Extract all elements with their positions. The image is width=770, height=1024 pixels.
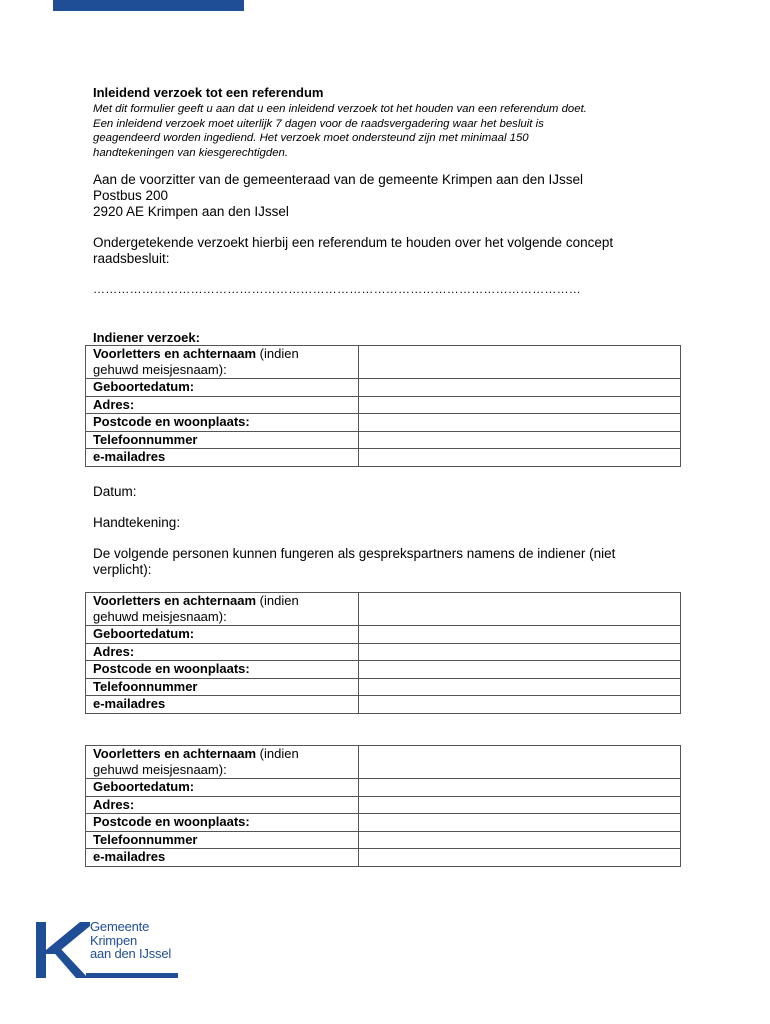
address-field[interactable] [359,796,681,814]
request-line: Ondergetekende verzoekt hierbij een referendum te houden over het volgende concept [93,235,614,250]
name-field[interactable] [359,346,681,379]
phone-field[interactable] [359,831,681,849]
email-label: e-mailadres [86,849,359,867]
logo-line: aan den IJssel [90,946,172,961]
address-line: 2920 AE Krimpen aan den IJssel [93,204,289,219]
birthdate-label: Geboortedatum: [86,626,359,644]
intro-text [93,102,693,160]
name-field[interactable] [359,593,681,626]
birthdate-field[interactable] [359,379,681,397]
postcode-label: Postcode en woonplaats: [86,814,359,832]
email-field[interactable] [359,849,681,867]
table-row [86,379,681,397]
email-label: e-mailadres [86,449,359,467]
name-label-rest: (indien [256,746,299,761]
postcode-field[interactable] [359,661,681,679]
birthdate-label: Geboortedatum: [86,779,359,797]
name-label [86,746,359,779]
name-label-rest: (indien [256,593,299,608]
name-label-bold: Voorletters en achternaam [93,346,257,361]
datum-label: Datum: [93,484,137,499]
name-label-line2: gehuwd meisjesnaam): [93,362,227,377]
email-field[interactable] [359,696,681,714]
raadsbesluit-fill-line[interactable]: ………………………………………………………………………………………………………… [93,282,581,296]
address-label: Adres: [86,796,359,814]
partners-line: verplicht): [93,562,152,577]
partner-table-1 [85,592,681,714]
name-label-rest: (indien [256,346,299,361]
intro-line: Met dit formulier geeft u aan dat u een inleidend verzoek tot het houden van een referendum doet. [93,103,587,115]
email-field[interactable] [359,449,681,467]
table-row [86,814,681,832]
name-label-line2: gehuwd meisjesnaam): [93,762,227,777]
phone-field[interactable] [359,678,681,696]
table-row [86,746,681,779]
table-row [86,626,681,644]
email-label: e-mailadres [86,696,359,714]
header-accent-bar [53,0,244,11]
logo-line: Gemeente [90,919,150,934]
birthdate-field[interactable] [359,779,681,797]
table-row [86,831,681,849]
table-row [86,696,681,714]
address-field[interactable] [359,643,681,661]
phone-label: Telefoonnummer [86,678,359,696]
table-row [86,678,681,696]
name-label-bold: Voorletters en achternaam [93,593,257,608]
partners-line: De volgende personen kunnen fungeren als gesprekspartners namens de indiener (niet [93,546,616,561]
intro-line: handtekeningen van kiesgerechtigden. [93,146,289,159]
phone-label: Telefoonnummer [86,831,359,849]
name-field[interactable] [359,746,681,779]
table-row [86,796,681,814]
request-line: raadsbesluit: [93,251,170,266]
postcode-label: Postcode en woonplaats: [86,414,359,432]
logo-text [90,920,171,961]
phone-label: Telefoonnummer [86,431,359,449]
table-row [86,643,681,661]
address-line: Postbus 200 [93,188,169,203]
partners-intro [93,546,693,578]
table-row [86,593,681,626]
logo-line: Krimpen [90,932,138,948]
intro-line: Een inleidend verzoek moet uiterlijk 7 dagen voor de raadsvergadering waar het besluit is [93,117,544,130]
name-label [86,593,359,626]
birthdate-label: Geboortedatum: [86,379,359,397]
address-line: Aan de voorzitter van de gemeenteraad van de gemeente Krimpen aan den IJssel [93,172,584,187]
name-label [86,346,359,379]
intro-line: geagendeerd worden ingediend. Het verzoek moet ondersteund zijn met minimaal 150 [93,132,529,145]
name-label-bold: Voorletters en achternaam [93,746,257,761]
address-label: Adres: [86,396,359,414]
partner-table-2 [85,745,681,867]
recipient-address [93,172,583,220]
table-row [86,661,681,679]
postcode-label: Postcode en woonplaats: [86,661,359,679]
page-title: Inleidend verzoek tot een referendum [93,85,324,100]
table-row [86,414,681,432]
request-text [93,235,693,267]
name-label-line2: gehuwd meisjesnaam): [93,609,227,624]
table-row [86,449,681,467]
handtekening-label: Handtekening: [93,515,181,530]
indiener-heading: Indiener verzoek: [93,330,200,345]
postcode-field[interactable] [359,814,681,832]
table-row [86,431,681,449]
table-row [86,396,681,414]
address-label: Adres: [86,643,359,661]
address-field[interactable] [359,396,681,414]
table-row [86,779,681,797]
table-row [86,346,681,379]
indiener-table [85,345,681,467]
table-row [86,849,681,867]
postcode-field[interactable] [359,414,681,432]
birthdate-field[interactable] [359,626,681,644]
phone-field[interactable] [359,431,681,449]
